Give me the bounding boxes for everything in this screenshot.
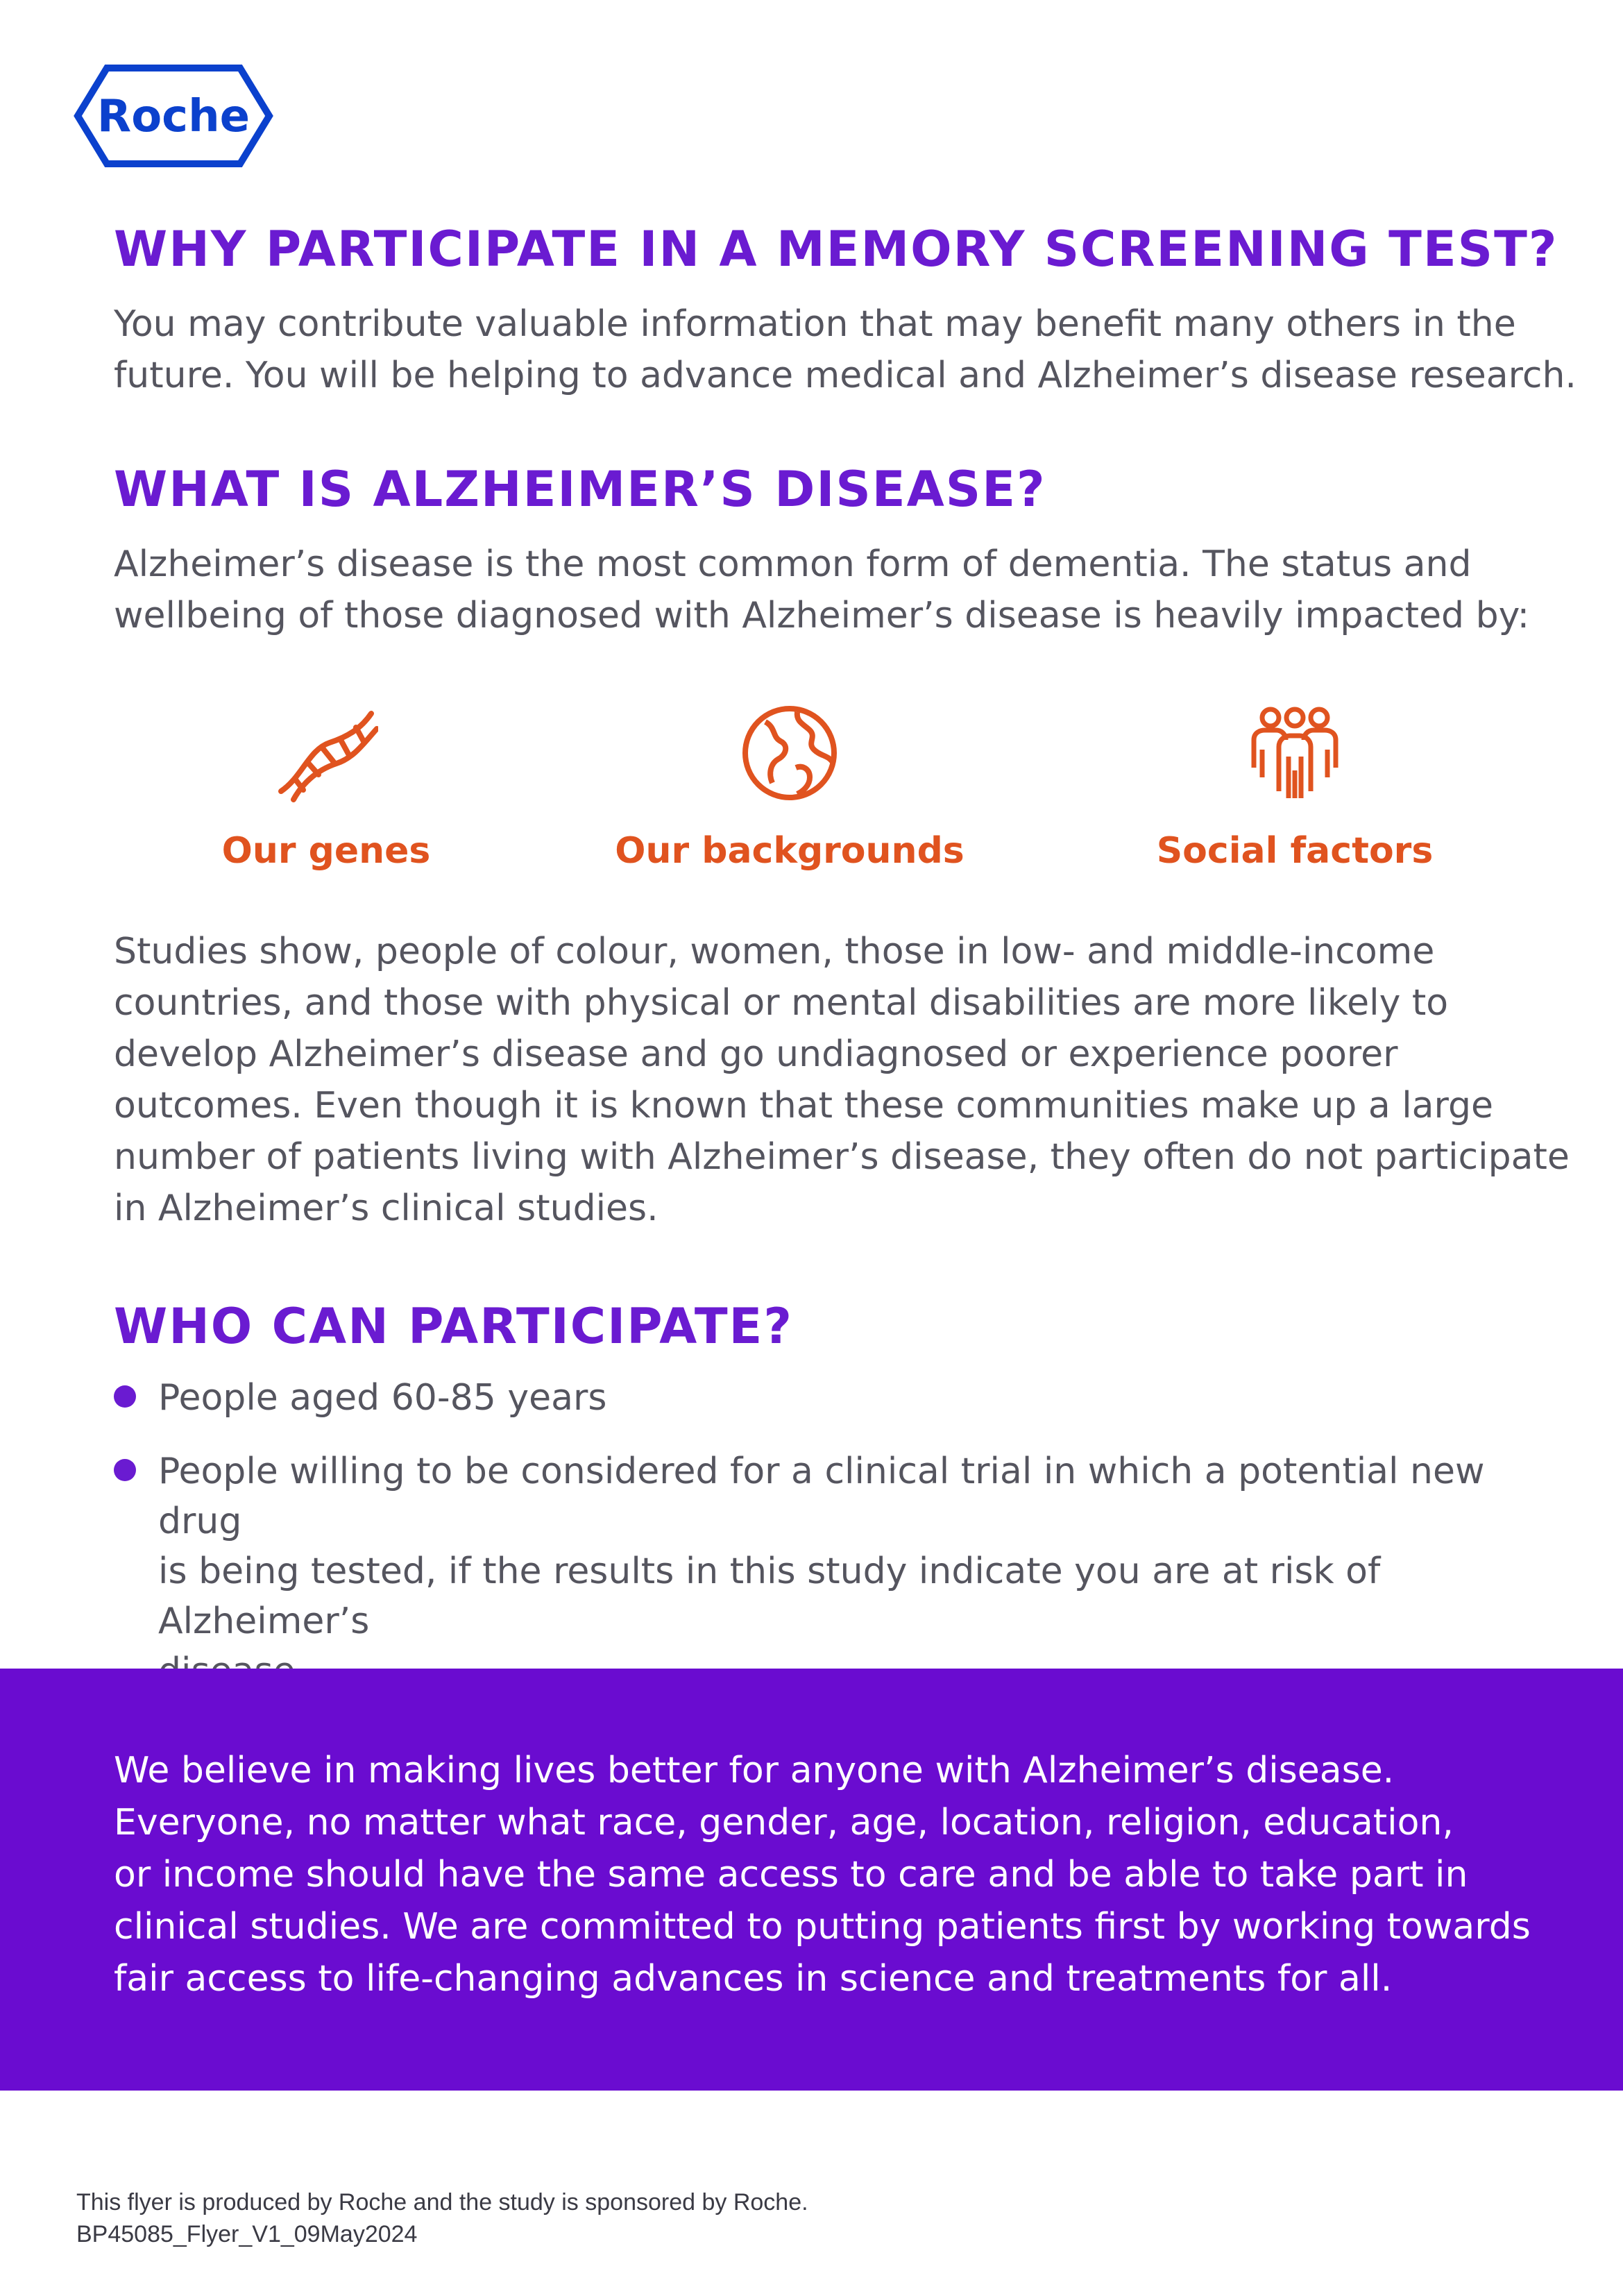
text-line: or income should have the same access to care and be able to take part in bbox=[114, 1854, 1468, 1896]
dna-icon bbox=[274, 701, 378, 805]
text-line: number of patients living with Alzheimer’s disease, they often do not participate bbox=[114, 1136, 1570, 1178]
text-line: develop Alzheimer’s disease and go undiagnosed or experience poorer bbox=[114, 1033, 1398, 1075]
studies-text bbox=[114, 926, 1570, 1234]
text-line: countries, and those with physical or mental disabilities are more likely to bbox=[114, 982, 1449, 1024]
heading-who-can-participate: WHO CAN PARTICIPATE? bbox=[114, 1298, 793, 1355]
text-line: You may contribute valuable information that may benefit many others in the bbox=[114, 303, 1516, 345]
text-line: future. You will be helping to advance medical and Alzheimer’s disease research. bbox=[114, 355, 1577, 396]
roche-logo-hexagon bbox=[74, 64, 273, 168]
commitment-banner bbox=[0, 1669, 1623, 2091]
footer-document-code: BP45085_Flyer_V1_09May2024 bbox=[76, 2221, 418, 2247]
logo-text: Roche bbox=[96, 91, 250, 142]
footer-sponsor-note: This flyer is produced by Roche and the study is sponsored by Roche. bbox=[76, 2189, 808, 2215]
bullet-dot bbox=[114, 1385, 136, 1408]
roche-logo bbox=[74, 64, 273, 168]
people-group-icon bbox=[1243, 701, 1347, 805]
factor-social bbox=[1087, 701, 1503, 872]
text-line: fair access to life-changing advances in science and treatments for all. bbox=[114, 1958, 1393, 2000]
eligibility-list bbox=[114, 1373, 1543, 1720]
heading-why-participate: WHY PARTICIPATE IN A MEMORY SCREENING TEST? bbox=[114, 221, 1558, 278]
globe-icon bbox=[738, 701, 842, 805]
text-line: in Alzheimer’s clinical studies. bbox=[114, 1188, 658, 1229]
text-line: wellbeing of those diagnosed with Alzheimer’s disease is heavily impacted by: bbox=[114, 595, 1530, 636]
text-line: Alzheimer’s disease is the most common form of dementia. The status and bbox=[114, 543, 1472, 585]
factor-genes bbox=[118, 701, 534, 872]
text-line: outcomes. Even though it is known that these communities make up a large bbox=[114, 1085, 1493, 1126]
commitment-text bbox=[114, 1745, 1531, 2005]
list-item bbox=[114, 1446, 1543, 1696]
why-participate-text bbox=[114, 298, 1577, 401]
heading-what-is-alzheimers: WHAT IS ALZHEIMER’S DISEASE? bbox=[114, 461, 1046, 518]
factor-label-social: Social factors bbox=[1156, 830, 1434, 872]
text-line: We believe in making lives better for anyone with Alzheimer’s disease. bbox=[114, 1750, 1395, 1791]
text-line: clinical studies. We are committed to putting patients first by working towards bbox=[114, 1906, 1531, 1948]
list-item bbox=[114, 1373, 1543, 1423]
footer bbox=[76, 2186, 808, 2250]
factor-label-backgrounds: Our backgrounds bbox=[615, 830, 965, 872]
list-item-text: People willing to be considered for a clinical trial in which a potential new drug is being tested, if the results in this study indicate you are at risk of Alzheimer’s bbox=[158, 1451, 1485, 1642]
list-item-text: People aged 60-85 years bbox=[158, 1377, 607, 1419]
factor-backgrounds bbox=[581, 701, 998, 872]
text-line: Studies show, people of colour, women, those in low- and middle-income bbox=[114, 931, 1435, 972]
what-is-alzheimers-text bbox=[114, 539, 1529, 641]
text-line: Everyone, no matter what race, gender, age, location, religion, education, bbox=[114, 1802, 1454, 1843]
factor-label-genes: Our genes bbox=[221, 830, 431, 872]
bullet-dot bbox=[114, 1459, 136, 1481]
